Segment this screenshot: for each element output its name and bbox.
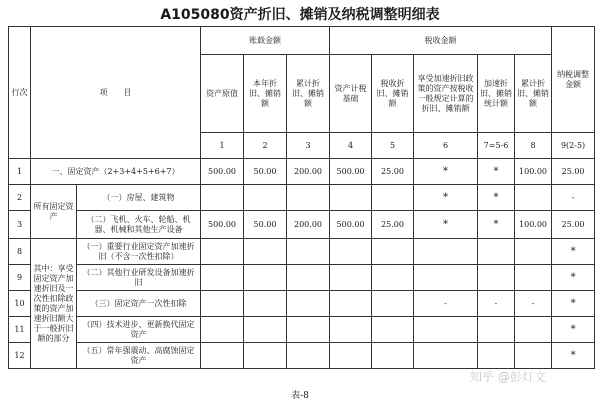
cell-value — [478, 343, 515, 369]
group-label-accelerated: 其中：享受固定资产加速折旧及一次性扣除政策的资产加速折旧额大于一般折旧额的部分 — [31, 239, 77, 369]
col-number-9: 9(2-5) — [552, 133, 595, 159]
cell-value: 200.00 — [287, 159, 330, 185]
table-row — [9, 159, 595, 185]
cell-value — [201, 317, 244, 343]
cell-value — [372, 239, 414, 265]
cell-value — [414, 317, 478, 343]
cell-value — [201, 291, 244, 317]
cell-value — [244, 265, 287, 291]
cell-value: 25.00 — [552, 211, 595, 239]
row-number: 3 — [9, 211, 31, 239]
col-number-6: 6 — [414, 133, 478, 159]
cell-value — [414, 265, 478, 291]
cell-value — [201, 343, 244, 369]
cell-value — [515, 239, 552, 265]
cell-value — [201, 239, 244, 265]
row-number: 1 — [9, 159, 31, 185]
header-book-amount: 账载金额 — [201, 27, 330, 55]
cell-value — [330, 343, 372, 369]
cell-value: * — [552, 265, 595, 291]
header-row-no: 行次 — [9, 27, 31, 159]
cell-value: * — [414, 159, 478, 185]
cell-value: * — [478, 185, 515, 211]
cell-value — [330, 291, 372, 317]
cell-value: - — [552, 185, 595, 211]
col-number-5: 5 — [372, 133, 414, 159]
cell-value — [287, 185, 330, 211]
row-number: 8 — [9, 239, 31, 265]
cell-value — [244, 291, 287, 317]
row-number: 11 — [9, 317, 31, 343]
header-col-3: 累计折旧、摊销额 — [287, 55, 330, 133]
table-row — [9, 317, 595, 343]
cell-value: 25.00 — [372, 211, 414, 239]
cell-value: 500.00 — [201, 211, 244, 239]
cell-value — [478, 317, 515, 343]
row-label: （二）其他行业研发设备加速折旧 — [77, 265, 201, 291]
cell-value — [478, 239, 515, 265]
header-col-5: 税收折旧、摊销额 — [372, 55, 414, 133]
cell-value: * — [478, 159, 515, 185]
row-number: 12 — [9, 343, 31, 369]
cell-value: - — [515, 291, 552, 317]
header-col-8: 累计折旧、摊销额 — [515, 55, 552, 133]
cell-value: 100.00 — [515, 159, 552, 185]
cell-value — [330, 239, 372, 265]
cell-value — [330, 265, 372, 291]
col-number-8: 8 — [515, 133, 552, 159]
row-label: （三）固定资产一次性扣除 — [77, 291, 201, 317]
cell-value: * — [552, 291, 595, 317]
row-label: （一）房屋、建筑物 — [77, 185, 201, 211]
cell-value — [372, 291, 414, 317]
depreciation-table — [8, 26, 595, 369]
cell-value: * — [478, 211, 515, 239]
row-label: （二）飞机、火车、轮船、机器、机械和其他生产设备 — [77, 211, 201, 239]
cell-value: 500.00 — [201, 159, 244, 185]
header-row-1 — [9, 27, 595, 55]
page-title: A105080资产折旧、摊销及纳税调整明细表 — [160, 7, 440, 23]
cell-value: * — [552, 317, 595, 343]
table-row — [9, 211, 595, 239]
row-number: 9 — [9, 265, 31, 291]
cell-value — [515, 317, 552, 343]
header-item: 项 目 — [31, 27, 201, 159]
header-tax-adjust: 纳税调整金额 — [552, 27, 595, 133]
table-row — [9, 239, 595, 265]
cell-value — [414, 239, 478, 265]
cell-value — [287, 317, 330, 343]
cell-value — [515, 343, 552, 369]
header-col-1: 资产原值 — [201, 55, 244, 133]
cell-value: 50.00 — [244, 211, 287, 239]
cell-value: * — [414, 211, 478, 239]
cell-value: - — [414, 291, 478, 317]
cell-value — [372, 185, 414, 211]
cell-value: 25.00 — [552, 159, 595, 185]
row-number: 2 — [9, 185, 31, 211]
cell-value — [287, 265, 330, 291]
header-col-7: 加速折旧、摊销统计额 — [478, 55, 515, 133]
cell-value — [244, 343, 287, 369]
cell-value — [414, 343, 478, 369]
cell-value — [330, 185, 372, 211]
cell-value — [287, 291, 330, 317]
cell-value — [244, 239, 287, 265]
cell-value: 100.00 — [515, 211, 552, 239]
cell-value: 50.00 — [244, 159, 287, 185]
group-label-fixed-assets: 所有固定资产 — [31, 185, 77, 239]
cell-value: 200.00 — [287, 211, 330, 239]
cell-value — [201, 185, 244, 211]
cell-value — [244, 185, 287, 211]
col-number-7: 7=5-6 — [478, 133, 515, 159]
col-number-2: 2 — [244, 133, 287, 159]
cell-value — [515, 185, 552, 211]
cell-value: 500.00 — [330, 159, 372, 185]
row-label: （五）常年强震动、高腐蚀固定资产 — [77, 343, 201, 369]
row-label: 一、固定资产（2+3+4+5+6+7） — [31, 159, 201, 185]
table-caption: 表-8 — [291, 391, 309, 401]
table-row — [9, 185, 595, 211]
cell-value — [201, 265, 244, 291]
cell-value — [287, 343, 330, 369]
header-col-6: 享受加速折旧政策的资产按税收一般规定计算的折旧、摊销额 — [414, 55, 478, 133]
cell-value — [372, 265, 414, 291]
cell-value: 25.00 — [372, 159, 414, 185]
cell-value: * — [552, 343, 595, 369]
row-number: 10 — [9, 291, 31, 317]
cell-value — [478, 265, 515, 291]
cell-value — [372, 343, 414, 369]
table-row — [9, 343, 595, 369]
col-number-1: 1 — [201, 133, 244, 159]
cell-value: 500.00 — [330, 211, 372, 239]
cell-value — [330, 317, 372, 343]
cell-value — [515, 265, 552, 291]
table-row — [9, 291, 595, 317]
cell-value — [287, 239, 330, 265]
col-number-3: 3 — [287, 133, 330, 159]
row-label: （一）重要行业固定资产加速折旧（不含一次性扣除） — [77, 239, 201, 265]
header-col-4: 资产计税基础 — [330, 55, 372, 133]
cell-value: - — [478, 291, 515, 317]
header-col-2: 本年折旧、摊销额 — [244, 55, 287, 133]
cell-value — [372, 317, 414, 343]
header-tax-amount: 税收金额 — [330, 27, 552, 55]
cell-value: * — [414, 185, 478, 211]
cell-value: * — [552, 239, 595, 265]
watermark: 知乎 @彭灯文 — [470, 370, 546, 384]
table-row — [9, 265, 595, 291]
cell-value — [244, 317, 287, 343]
row-label: （四）技术进步、更新换代固定资产 — [77, 317, 201, 343]
col-number-4: 4 — [330, 133, 372, 159]
